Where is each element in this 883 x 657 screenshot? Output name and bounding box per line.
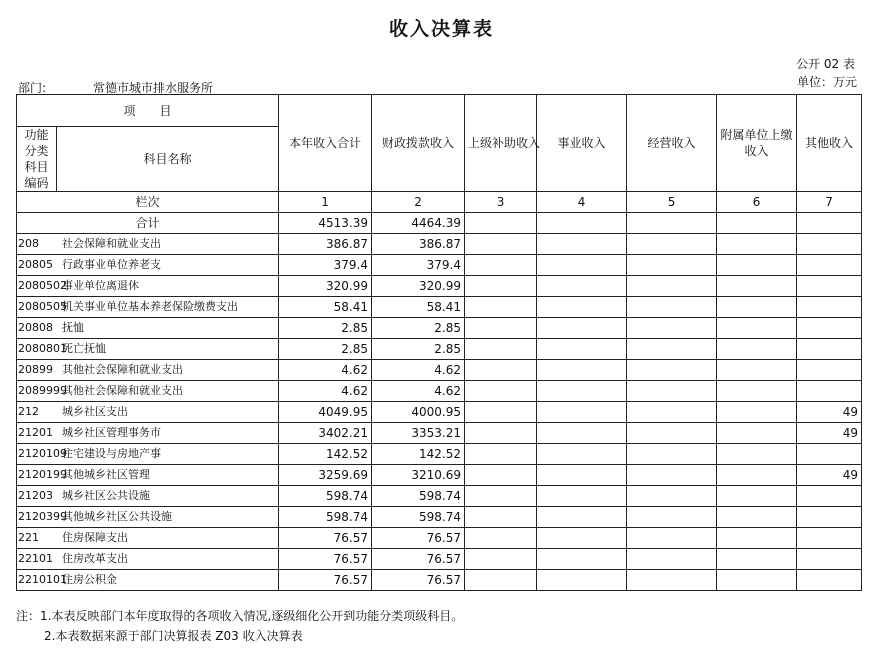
value-cell	[717, 234, 797, 255]
value-cell	[797, 507, 862, 528]
value-cell	[537, 549, 627, 570]
header-col-3: 上级补助收入	[465, 95, 537, 192]
col-no: 4	[537, 192, 627, 213]
value-cell	[797, 549, 862, 570]
value-cell	[797, 234, 862, 255]
value-cell	[465, 360, 537, 381]
table-row	[17, 255, 862, 276]
value-cell: 3402.21	[279, 423, 372, 444]
value-cell	[537, 297, 627, 318]
function-code: 2080801	[18, 342, 67, 355]
value-cell	[797, 486, 862, 507]
value-cell	[627, 234, 717, 255]
table-row	[17, 402, 862, 423]
subject-name: 城乡社区公共设施	[62, 489, 150, 502]
function-code: 2120399	[18, 510, 67, 523]
row-code-and-name	[17, 234, 279, 255]
value-cell	[797, 255, 862, 276]
table-row	[17, 486, 862, 507]
function-code: 2120199	[18, 468, 67, 481]
value-cell	[717, 297, 797, 318]
value-cell	[717, 444, 797, 465]
value-cell	[537, 507, 627, 528]
value-cell	[465, 549, 537, 570]
value-cell	[465, 234, 537, 255]
value-cell: 379.4	[372, 255, 465, 276]
row-code-and-name	[17, 318, 279, 339]
value-cell	[465, 444, 537, 465]
function-code: 221	[18, 531, 39, 544]
value-cell	[627, 444, 717, 465]
value-cell	[717, 528, 797, 549]
row-code-and-name	[17, 444, 279, 465]
value-cell	[717, 507, 797, 528]
header-col-2: 财政拨款收入	[372, 95, 465, 192]
value-cell	[465, 297, 537, 318]
col-no: 5	[627, 192, 717, 213]
value-cell	[797, 444, 862, 465]
value-cell	[627, 339, 717, 360]
subject-name: 其他社会保障和就业支出	[62, 384, 183, 397]
col-no: 3	[465, 192, 537, 213]
subject-name: 社会保障和就业支出	[62, 237, 161, 250]
row-code-and-name	[17, 297, 279, 318]
subject-name: 事业单位离退休	[62, 279, 139, 292]
value-cell	[465, 423, 537, 444]
table-row	[17, 339, 862, 360]
total-value: 4464.39	[372, 213, 465, 234]
value-cell	[537, 381, 627, 402]
table-row	[17, 423, 862, 444]
value-cell	[465, 255, 537, 276]
value-cell: 4.62	[372, 360, 465, 381]
row-code-and-name	[17, 528, 279, 549]
total-value	[627, 213, 717, 234]
function-code: 22101	[18, 552, 53, 565]
row-code-and-name	[17, 276, 279, 297]
value-cell	[627, 297, 717, 318]
value-cell: 4.62	[372, 381, 465, 402]
value-cell: 320.99	[372, 276, 465, 297]
value-cell	[717, 465, 797, 486]
value-cell	[797, 318, 862, 339]
total-value	[797, 213, 862, 234]
subject-name: 住房改革支出	[62, 552, 128, 565]
value-cell: 3353.21	[372, 423, 465, 444]
value-cell: 76.57	[372, 570, 465, 591]
value-cell	[537, 234, 627, 255]
value-cell: 2.85	[372, 318, 465, 339]
value-cell	[465, 402, 537, 423]
value-cell	[627, 402, 717, 423]
value-cell: 2.85	[279, 339, 372, 360]
header-item: 项 目	[17, 95, 279, 127]
income-table	[16, 94, 862, 591]
value-cell: 320.99	[279, 276, 372, 297]
value-cell	[627, 486, 717, 507]
value-cell	[717, 381, 797, 402]
value-cell	[717, 402, 797, 423]
row-code-and-name	[17, 339, 279, 360]
value-cell	[797, 360, 862, 381]
value-cell	[717, 339, 797, 360]
value-cell: 4.62	[279, 381, 372, 402]
header-col-7: 其他收入	[797, 95, 862, 192]
table-row	[17, 549, 862, 570]
value-cell	[537, 360, 627, 381]
function-code: 20805	[18, 258, 53, 271]
row-code-and-name	[17, 486, 279, 507]
table-row	[17, 297, 862, 318]
value-cell	[537, 402, 627, 423]
value-cell: 598.74	[372, 486, 465, 507]
value-cell	[627, 318, 717, 339]
footnote-1: 注：1.本表反映部门本年度取得的各项收入情况,逐级细化公开到功能分类项级科目。	[16, 609, 464, 623]
header-col-4: 事业收入	[537, 95, 627, 192]
value-cell	[537, 444, 627, 465]
header-col-1: 本年收入合计	[279, 95, 372, 192]
value-cell	[537, 465, 627, 486]
value-cell: 58.41	[279, 297, 372, 318]
value-cell	[717, 360, 797, 381]
header-col-6: 附属单位上缴收入	[717, 95, 797, 192]
value-cell	[537, 318, 627, 339]
table-row	[17, 276, 862, 297]
value-cell	[465, 339, 537, 360]
value-cell	[537, 486, 627, 507]
table-row	[17, 360, 862, 381]
value-cell: 386.87	[372, 234, 465, 255]
value-cell: 379.4	[279, 255, 372, 276]
subject-name: 住房保障支出	[62, 531, 128, 544]
value-cell	[717, 570, 797, 591]
subject-name: 住房公积金	[62, 573, 117, 586]
table-row	[17, 465, 862, 486]
subject-name: 抚恤	[62, 321, 84, 334]
value-cell	[797, 528, 862, 549]
value-cell	[627, 360, 717, 381]
value-cell	[627, 570, 717, 591]
value-cell	[717, 423, 797, 444]
function-code: 20808	[18, 321, 53, 334]
value-cell: 76.57	[279, 570, 372, 591]
value-cell	[797, 339, 862, 360]
value-cell	[465, 486, 537, 507]
value-cell: 142.52	[279, 444, 372, 465]
value-cell	[537, 339, 627, 360]
col-no: 1	[279, 192, 372, 213]
subject-name: 其他社会保障和就业支出	[62, 363, 183, 376]
subject-name: 其他城乡社区公共设施	[62, 510, 172, 523]
function-code: 2089999	[18, 384, 67, 397]
header-subject-name: 科目名称	[57, 127, 279, 192]
value-cell: 4049.95	[279, 402, 372, 423]
value-cell	[465, 381, 537, 402]
value-cell: 2.85	[279, 318, 372, 339]
value-cell: 49	[797, 423, 862, 444]
row-code-and-name	[17, 360, 279, 381]
subject-name: 城乡社区支出	[62, 405, 128, 418]
value-cell	[537, 255, 627, 276]
value-cell: 598.74	[279, 507, 372, 528]
function-code: 21203	[18, 489, 53, 502]
subject-name: 城乡社区管理事务市	[62, 426, 161, 439]
subject-name: 死亡抚恤	[62, 342, 106, 355]
function-code: 212	[18, 405, 39, 418]
value-cell	[797, 297, 862, 318]
value-cell: 2.85	[372, 339, 465, 360]
value-cell: 76.57	[279, 549, 372, 570]
value-cell: 3210.69	[372, 465, 465, 486]
row-code-and-name	[17, 465, 279, 486]
table-row	[17, 234, 862, 255]
form-number: 公开 02 表	[796, 57, 855, 71]
function-code: 21201	[18, 426, 53, 439]
department-label: 部门:	[18, 81, 47, 95]
value-cell	[717, 549, 797, 570]
value-cell	[537, 570, 627, 591]
col-no-label: 栏次	[17, 192, 279, 213]
value-cell	[465, 570, 537, 591]
value-cell	[627, 528, 717, 549]
row-code-and-name	[17, 549, 279, 570]
table-row	[17, 528, 862, 549]
subject-name: 住宅建设与房地产事	[62, 447, 161, 460]
footnote-2: 2.本表数据来源于部门决算报表 Z03 收入决算表	[44, 629, 303, 643]
value-cell: 386.87	[279, 234, 372, 255]
value-cell	[627, 507, 717, 528]
col-no: 2	[372, 192, 465, 213]
unit-label: 单位：万元	[796, 75, 857, 89]
value-cell	[465, 507, 537, 528]
table-row	[17, 381, 862, 402]
department-name: 常德市城市排水服务所	[93, 81, 214, 95]
function-code: 2120109	[18, 447, 67, 460]
value-cell: 4.62	[279, 360, 372, 381]
table-row	[17, 318, 862, 339]
row-code-and-name	[17, 402, 279, 423]
value-cell	[717, 276, 797, 297]
page-title: 收入决算表	[388, 18, 494, 40]
function-code: 20899	[18, 363, 53, 376]
row-code-and-name	[17, 570, 279, 591]
value-cell	[627, 381, 717, 402]
table-row	[17, 507, 862, 528]
value-cell	[717, 255, 797, 276]
value-cell: 598.74	[279, 486, 372, 507]
total-value	[537, 213, 627, 234]
function-code: 2210101	[18, 573, 67, 586]
value-cell: 49	[797, 402, 862, 423]
value-cell	[537, 528, 627, 549]
value-cell	[627, 549, 717, 570]
value-cell	[797, 381, 862, 402]
value-cell	[797, 276, 862, 297]
header-col-5: 经营收入	[627, 95, 717, 192]
col-no: 6	[717, 192, 797, 213]
subject-name: 行政事业单位养老支	[62, 258, 161, 271]
value-cell: 76.57	[372, 528, 465, 549]
value-cell	[627, 423, 717, 444]
col-no: 7	[797, 192, 862, 213]
table-row	[17, 570, 862, 591]
total-label: 合计	[17, 213, 279, 234]
value-cell: 4000.95	[372, 402, 465, 423]
value-cell	[465, 528, 537, 549]
value-cell	[537, 276, 627, 297]
value-cell: 598.74	[372, 507, 465, 528]
value-cell	[797, 570, 862, 591]
header-func-code: 功能分类科目编码	[17, 127, 57, 192]
footnotes	[16, 606, 463, 646]
value-cell	[717, 318, 797, 339]
subject-name: 机关事业单位基本养老保险缴费支出	[62, 300, 238, 313]
function-code: 208	[18, 237, 39, 250]
value-cell: 76.57	[279, 528, 372, 549]
total-value	[465, 213, 537, 234]
row-code-and-name	[17, 381, 279, 402]
value-cell: 142.52	[372, 444, 465, 465]
value-cell: 3259.69	[279, 465, 372, 486]
value-cell	[627, 276, 717, 297]
total-value	[717, 213, 797, 234]
value-cell	[537, 423, 627, 444]
function-code: 2080505	[18, 300, 67, 313]
value-cell: 58.41	[372, 297, 465, 318]
function-code: 2080502	[18, 279, 67, 292]
value-cell	[465, 276, 537, 297]
value-cell	[627, 255, 717, 276]
value-cell	[465, 465, 537, 486]
row-code-and-name	[17, 423, 279, 444]
value-cell	[717, 486, 797, 507]
value-cell: 76.57	[372, 549, 465, 570]
total-value: 4513.39	[279, 213, 372, 234]
value-cell	[465, 318, 537, 339]
table-row	[17, 444, 862, 465]
row-code-and-name	[17, 507, 279, 528]
subject-name: 其他城乡社区管理	[62, 468, 150, 481]
value-cell	[627, 465, 717, 486]
row-code-and-name	[17, 255, 279, 276]
value-cell: 49	[797, 465, 862, 486]
